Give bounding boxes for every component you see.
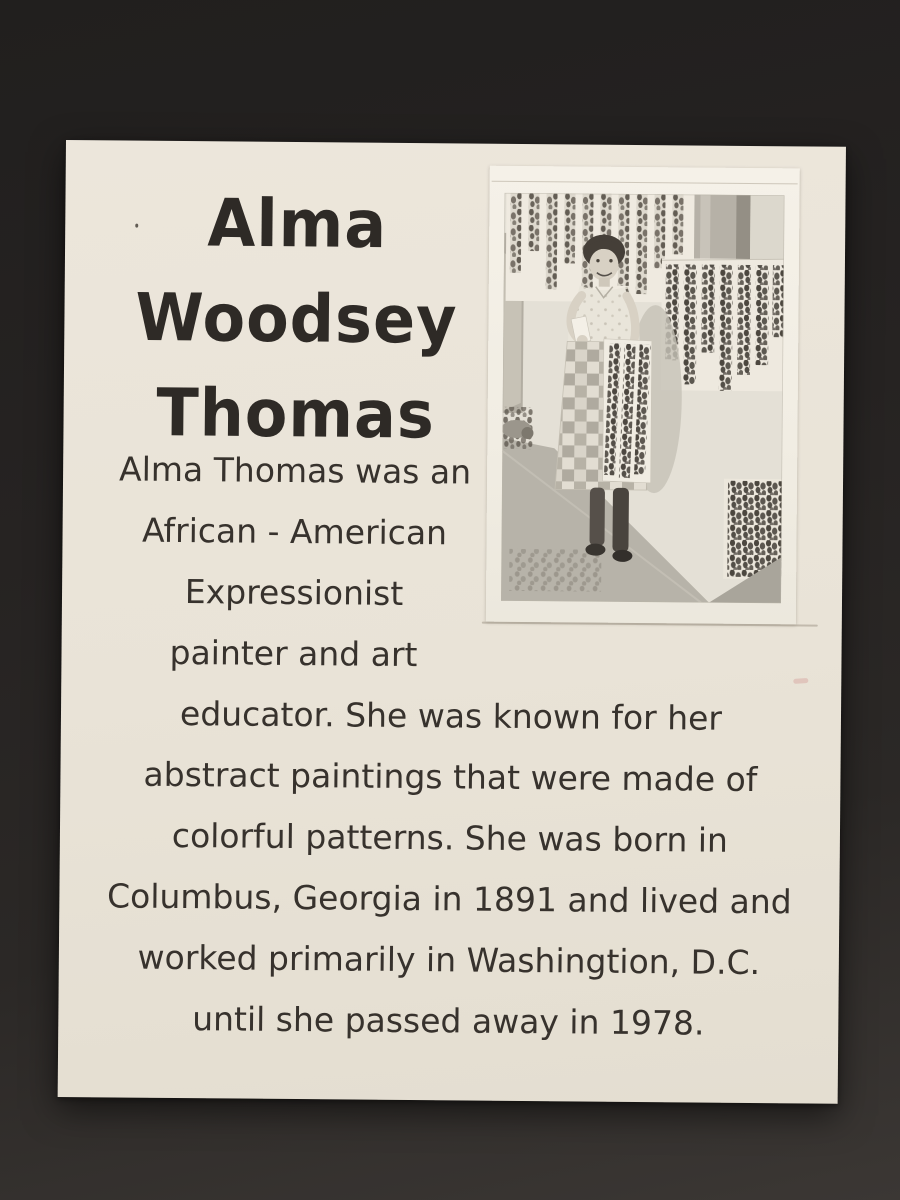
body-line: Columbus, Georgia in 1891 and lived and	[106, 876, 792, 922]
body-line: colorful patterns. She was born in	[171, 815, 729, 860]
body-line: African - American	[141, 510, 448, 553]
body-line: painter and art	[169, 632, 418, 675]
poster-page	[58, 140, 846, 1104]
body-line: educator. She was known for her	[179, 694, 723, 738]
body-line: abstract paintings that were made of	[143, 754, 758, 800]
body-line: Expressionist	[184, 572, 404, 613]
body-line: worked primarily in Washingtion, D.C.	[137, 937, 761, 983]
poster-title	[63, 174, 529, 463]
poster-body	[58, 438, 843, 1055]
title-line-2: Woodsey	[135, 278, 458, 359]
photo-crease	[492, 181, 798, 185]
title-line-1: Alma	[207, 184, 388, 263]
title-line-3: Thomas	[156, 373, 436, 454]
body-line: Alma Thomas was an	[118, 449, 472, 492]
body-line: until she passed away in 1978.	[192, 999, 705, 1043]
